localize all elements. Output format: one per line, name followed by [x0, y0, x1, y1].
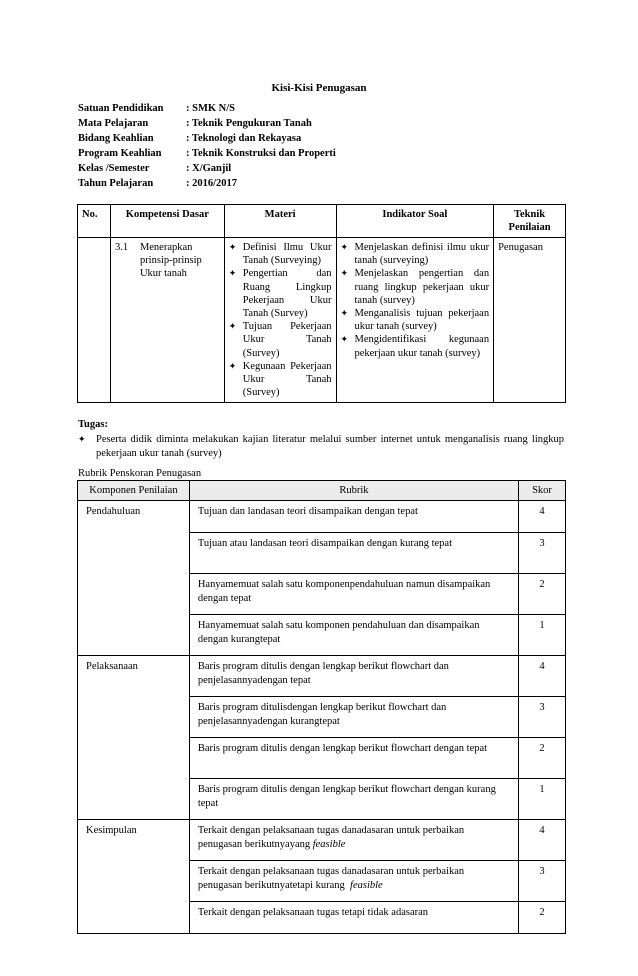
- page-title: Kisi-Kisi Penugasan: [271, 82, 367, 94]
- tugas-heading: Tugas:: [78, 419, 108, 430]
- skor-value: 2: [519, 738, 566, 779]
- header-indikator: Indikator Soal: [336, 205, 494, 238]
- skor-value: 2: [519, 902, 566, 934]
- komponen-label: Kesimpulan: [78, 820, 190, 934]
- kisi-header-row: [78, 205, 566, 238]
- star-bullet-icon: ✦: [340, 334, 349, 345]
- skor-value: 4: [519, 656, 566, 697]
- komponen-label: Pendahuluan: [78, 501, 190, 656]
- header-materi: Materi: [224, 205, 336, 238]
- skor-value: 2: [519, 574, 566, 615]
- table-row: [78, 656, 566, 697]
- info-row: [78, 161, 336, 176]
- rubrik-table: [77, 480, 566, 934]
- info-row: [78, 101, 336, 116]
- materi-item: Tujuan Pekerjaan Ukur Tanah (Survey): [242, 321, 332, 359]
- info-label: Kelas /Semester: [78, 163, 150, 174]
- kd-text: Menerapkan prinsip-prinsip Ukur tanah: [139, 242, 202, 280]
- header-komponen: Komponen Penilaian: [78, 481, 190, 501]
- tugas-text: Peserta didik diminta melakukan kajian literatur melalui sumber internet untuk menganalisis ruang lingkup pekerjaan ukur tanah (survey): [96, 433, 564, 459]
- table-row: [78, 501, 566, 533]
- materi-item: Definisi Ilmu Ukur Tanah (Surveying): [242, 242, 332, 267]
- skor-value: 3: [519, 861, 566, 902]
- skor-value: 4: [519, 820, 566, 861]
- rubrik-text: Terkait dengan pelaksanaan tugas danadasaran untuk perbaikan penugasan berikutnyayang: [197, 825, 465, 850]
- rubrik-emphasis: feasible: [350, 879, 383, 891]
- rubrik-emphasis: feasible: [312, 838, 346, 850]
- indikator-item: Mengidentifikasi kegunaan pekerjaan ukur tanah (survey): [354, 334, 490, 359]
- info-value: : Teknik Pengukuran Tanah: [186, 118, 312, 129]
- indikator-item: Menganalisis tujuan pekerjaan ukur tanah (survey): [354, 308, 490, 333]
- info-label: Satuan Pendidikan: [78, 103, 164, 114]
- info-row: [78, 146, 336, 161]
- header-skor: Skor: [519, 481, 566, 501]
- rubrik-text: Baris program ditulis dengan lengkap berikut flowchart dengan kurang tepat: [189, 779, 518, 820]
- info-value: : Teknologi dan Rekayasa: [186, 133, 302, 144]
- star-bullet-icon: ✦: [78, 433, 86, 444]
- info-label: Tahun Pelajaran: [78, 178, 154, 189]
- skor-value: 1: [519, 779, 566, 820]
- rubrik-text: Baris program ditulis dengan lengkap berikut flowchart dan penjelasannyadengan tepat: [189, 656, 518, 697]
- rubrik-text: Terkait dengan pelaksanaan tugas danadasaran untuk perbaikan penugasan berikutnyatetapi kurang: [197, 866, 465, 891]
- rubrik-text: Tujuan atau landasan teori disampaikan dengan kurang tepat: [189, 533, 518, 574]
- star-bullet-icon: ✦: [228, 360, 237, 371]
- info-value: : 2016/2017: [186, 178, 238, 189]
- rubrik-header-row: [78, 481, 566, 501]
- star-bullet-icon: ✦: [228, 321, 237, 332]
- rubrik-cell: [189, 820, 518, 861]
- indikator-item: Menjelaskan pengertian dan ruang lingkup pekerjaan ukur tanah (survey): [354, 268, 490, 306]
- kisi-row: [78, 238, 566, 403]
- table-row: [78, 820, 566, 861]
- info-row: [78, 116, 336, 131]
- info-label: Bidang Keahlian: [78, 133, 154, 144]
- info-row: [78, 131, 336, 146]
- komponen-label: Pelaksanaan: [78, 656, 190, 820]
- header-no: No.: [78, 205, 111, 238]
- info-label: Program Keahlian: [78, 148, 162, 159]
- materi-item: Kegunaan Pekerjaan Ukur Tanah (Survey): [242, 360, 332, 399]
- info-value: : SMK N/S: [186, 103, 236, 114]
- materi-item: Pengertian dan Ruang Lingkup Pekerjaan Ukur Tanah (Survey): [242, 268, 332, 320]
- header-kompetensi: Kompetensi Dasar: [110, 205, 224, 238]
- identity-block: [78, 101, 336, 191]
- skor-value: 1: [519, 615, 566, 656]
- star-bullet-icon: ✦: [228, 242, 237, 252]
- kisi-table: [77, 204, 566, 403]
- cell-teknik: Penugasan: [494, 238, 566, 403]
- header-teknik: Teknik Penilaian: [494, 205, 566, 238]
- cell-no: [78, 238, 111, 403]
- rubrik-text: Hanyamemuat salah satu komponenpendahuluan namun disampaikan dengan tepat: [189, 574, 518, 615]
- rubrik-text: Baris program ditulisdengan lengkap berikut flowchart dan penjelasannyadengan kurangtepat: [189, 697, 518, 738]
- star-bullet-icon: ✦: [340, 242, 349, 252]
- rubrik-text: Baris program ditulis dengan lengkap berikut flowchart dengan tepat: [189, 738, 518, 779]
- skor-value: 4: [519, 501, 566, 533]
- rubrik-title: Rubrik Penskoran Penugasan: [78, 468, 202, 479]
- kd-number: 3.1: [114, 242, 129, 253]
- rubrik-text: Tujuan dan landasan teori disampaikan dengan tepat: [189, 501, 518, 533]
- rubrik-text: Terkait dengan pelaksanaan tugas tetapi tidak adasaran: [189, 902, 518, 934]
- header-rubrik: Rubrik: [189, 481, 518, 501]
- star-bullet-icon: ✦: [228, 268, 237, 279]
- cell-materi: [224, 238, 336, 403]
- skor-value: 3: [519, 697, 566, 738]
- rubrik-text: Hanyamemuat salah satu komponen pendahuluan dan disampaikan dengan kurangtepat: [189, 615, 518, 656]
- info-value: : X/Ganjil: [186, 163, 232, 174]
- cell-indikator: [336, 238, 494, 403]
- rubrik-cell: [189, 861, 518, 902]
- star-bullet-icon: ✦: [340, 268, 349, 279]
- cell-kompetensi: [110, 238, 224, 403]
- tugas-section: [78, 418, 564, 462]
- skor-value: 3: [519, 533, 566, 574]
- star-bullet-icon: ✦: [340, 308, 349, 319]
- indikator-item: Menjelaskan definisi ilmu ukur tanah (surveying): [354, 242, 490, 267]
- info-label: Mata Pelajaran: [78, 118, 149, 129]
- info-row: [78, 176, 336, 191]
- info-value: : Teknik Konstruksi dan Properti: [186, 148, 336, 159]
